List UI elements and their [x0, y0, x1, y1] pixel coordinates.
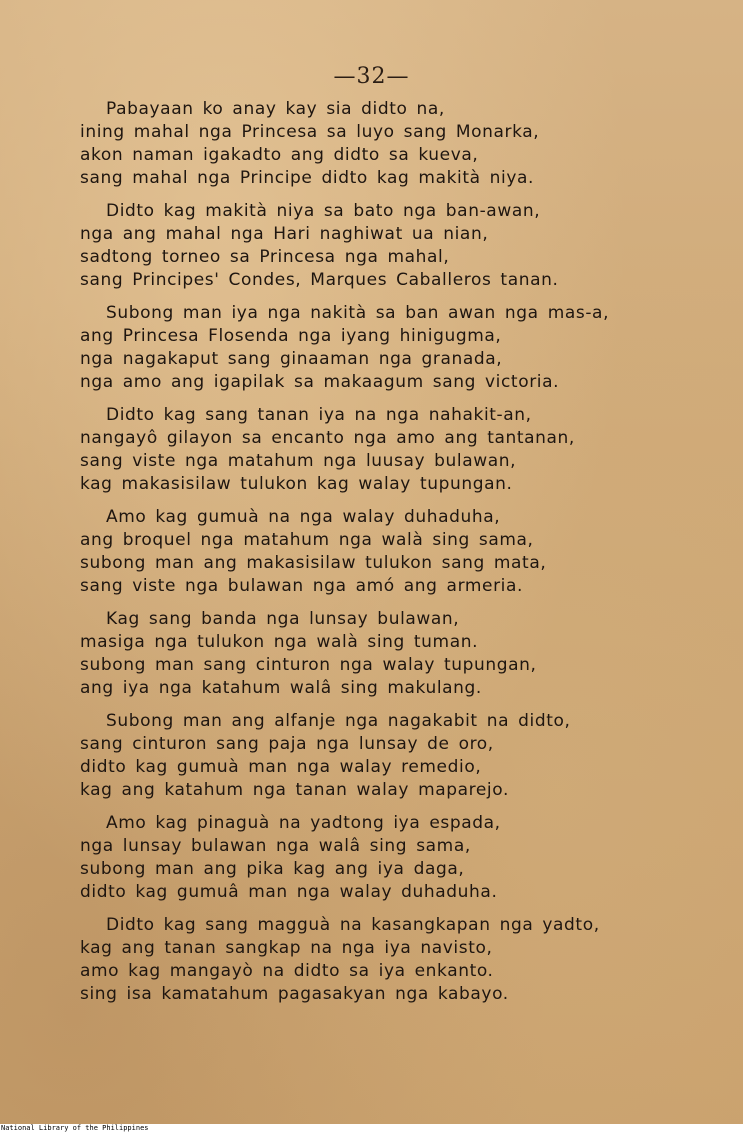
verse-line: ang Princesa Flosenda nga iyang hinigugma,: [80, 326, 502, 346]
page-number: —32—: [333, 64, 410, 89]
verse-line: Didto kag sang magguà na kasangkapan nga yadto,: [106, 915, 600, 935]
verse-line: Kag sang banda nga lunsay bulawan,: [106, 609, 460, 629]
verse-line: sang mahal nga Principe didto kag makità niya.: [80, 168, 535, 188]
verse-line: Didto kag makità niya sa bato nga ban-awan,: [106, 201, 541, 221]
verse-line: didto kag gumuâ man nga walay duhaduha.: [80, 882, 498, 902]
verse-line: akon naman igakadto ang didto sa kueva,: [80, 145, 479, 165]
verse-line: kag ang tanan sangkap na nga iya navisto,: [80, 938, 493, 958]
verse-line: Amo kag pinaguà na yadtong iya espada,: [106, 813, 501, 833]
verse-line: Subong man iya nga nakità sa ban awan nga mas-a,: [106, 303, 610, 323]
verse-line: kag makasisilaw tulukon kag walay tupungan.: [80, 474, 513, 494]
verse-line: sang viste nga matahum nga luusay bulawan,: [80, 451, 517, 471]
stanza: [80, 914, 730, 1006]
verse-line: Subong man ang alfanje nga nagakabit na didto,: [106, 711, 571, 731]
verse-line: subong man ang makasisilaw tulukon sang mata,: [80, 553, 547, 573]
verse-line: subong man sang cinturon nga walay tupungan,: [80, 655, 537, 675]
verse-line: Didto kag sang tanan iya na nga nahakit-an,: [106, 405, 532, 425]
verse-line: nga nagakaput sang ginaaman nga granada,: [80, 349, 503, 369]
stanza: [80, 302, 730, 394]
verse-line: sing isa kamatahum pagasakyan nga kabayo.: [80, 984, 509, 1004]
verse-line: kag ang katahum nga tanan walay maparejo.: [80, 780, 509, 800]
verse-line: Amo kag gumuà na nga walay duhaduha,: [106, 507, 501, 527]
verse-line: didto kag gumuà man nga walay remedio,: [80, 757, 482, 777]
verse-line: amo kag mangayò na didto sa iya enkanto.: [80, 961, 494, 981]
verse-line: nangayô gilayon sa encanto nga amo ang tantanan,: [80, 428, 575, 448]
verse-line: sang Principes' Condes, Marques Caballeros tanan.: [80, 270, 559, 290]
footer-credit: National Library of the Philippines: [1, 1124, 149, 1132]
verse-line: sadtong torneo sa Princesa nga mahal,: [80, 247, 450, 267]
stanza: [80, 710, 730, 802]
verse-line: nga amo ang igapilak sa makaagum sang victoria.: [80, 372, 560, 392]
verse-line: nga ang mahal nga Hari naghiwat ua nian,: [80, 224, 489, 244]
footer-bar: [0, 1124, 743, 1133]
poem-body: [80, 98, 730, 1016]
verse-line: ang broquel nga matahum nga walà sing sama,: [80, 530, 534, 550]
verse-line: nga lunsay bulawan nga walâ sing sama,: [80, 836, 471, 856]
verse-line: subong man ang pika kag ang iya daga,: [80, 859, 465, 879]
stanza: [80, 506, 730, 598]
verse-line: sang viste nga bulawan nga amó ang armeria.: [80, 576, 524, 596]
verse-line: Pabayaan ko anay kay sia didto na,: [106, 99, 445, 119]
stanza: [80, 98, 730, 190]
verse-line: masiga nga tulukon nga walà sing tuman.: [80, 632, 479, 652]
verse-line: ang iya nga katahum walâ sing makulang.: [80, 678, 482, 698]
verse-line: ining mahal nga Princesa sa luyo sang Monarka,: [80, 122, 540, 142]
stanza: [80, 200, 730, 292]
stanza: [80, 608, 730, 700]
verse-line: sang cinturon sang paja nga lunsay de oro,: [80, 734, 494, 754]
stanza: [80, 812, 730, 904]
stanza: [80, 404, 730, 496]
